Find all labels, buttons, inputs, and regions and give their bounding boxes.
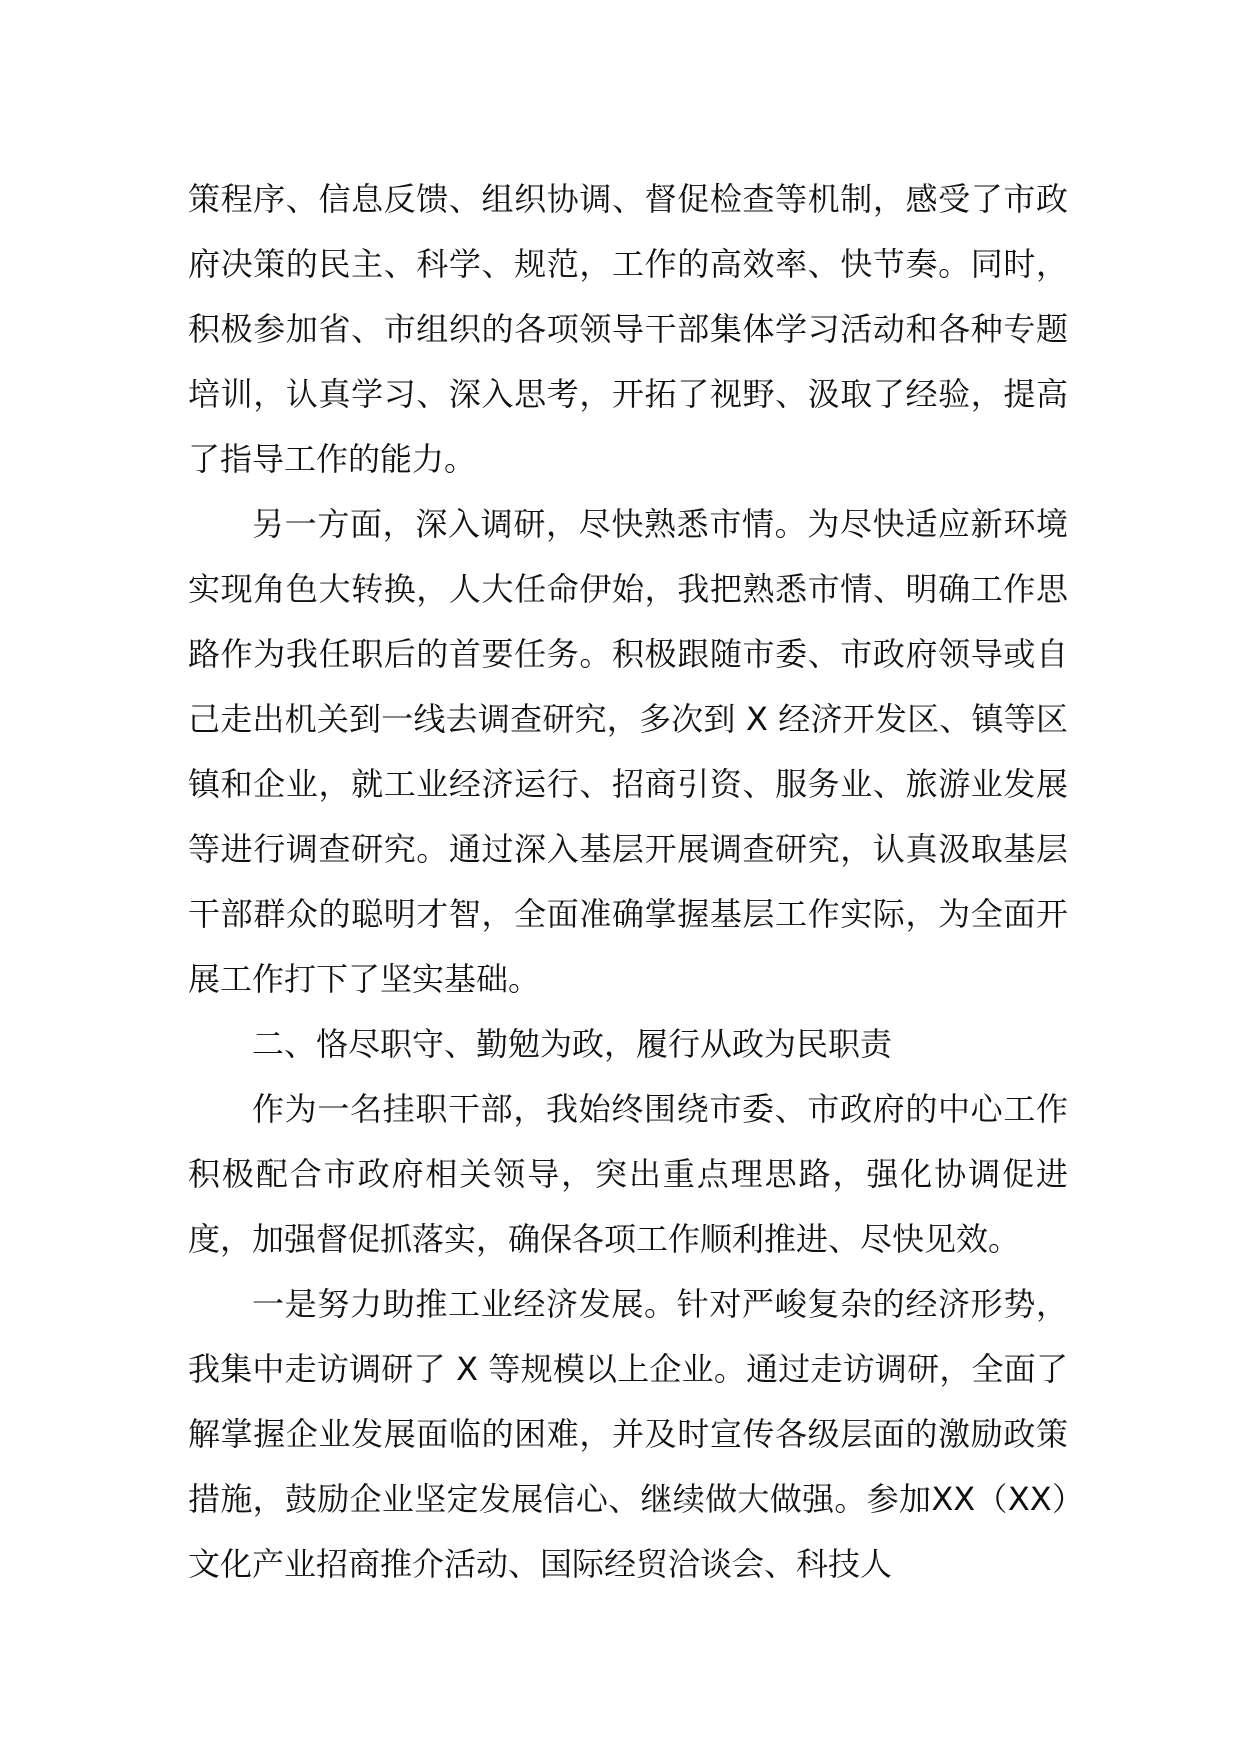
document-body xyxy=(188,167,1068,1597)
paragraph-decision-mechanisms: 策程序、信息反馈、组织协调、督促检查等机制，感受了市政府决策的民主、科学、规范，工作的高效率、快节奏。同时，积极参加省、市组织的各项领导干部集体学习活动和各种专题培训，认真学习、深入思考，开拓了视野、汲取了经验，提高了指导工作的能力。 xyxy=(188,180,1068,478)
paragraph-in-depth-research: 另一方面，深入调研，尽快熟悉市情。为尽快适应新环境实现角色大转换，人大任命伊始，我把熟悉市情、明确工作思路作为我任职后的首要任务。积极跟随市委、市政府领导或自己走出机关到一线去调查研究，多次到 X 经济开发区、镇等区镇和企业，就工业经济运行、招商引资、服务业、旅游业发展等进行调查研究。通过深入基层开展调查研究，认真汲取基层干部群众的聪明才智，全面准确掌握基层工作实际，为全面开展工作打下了坚实基础。 xyxy=(188,505,1068,998)
paragraph-industrial-economy: 一是努力助推工业经济发展。针对严峻复杂的经济形势，我集中走访调研了 X 等规模以上企业。通过走访调研，全面了解掌握企业发展面临的困难，并及时宣传各级层面的激励政策措施，鼓励企业坚定发展信心、继续做大做强。参加XX（XX）文化产业招商推介活动、国际经贸洽谈会、科技人 xyxy=(188,1285,1068,1583)
section-heading-duties: 二、恪尽职守、勤勉为政，履行从政为民职责 xyxy=(252,1025,893,1063)
paragraph-secondment-role: 作为一名挂职干部，我始终围绕市委、市政府的中心工作积极配合市政府相关领导，突出重点理思路，强化协调促进度，加强督促抓落实，确保各项工作顺利推进、尽快见效。 xyxy=(188,1090,1068,1258)
